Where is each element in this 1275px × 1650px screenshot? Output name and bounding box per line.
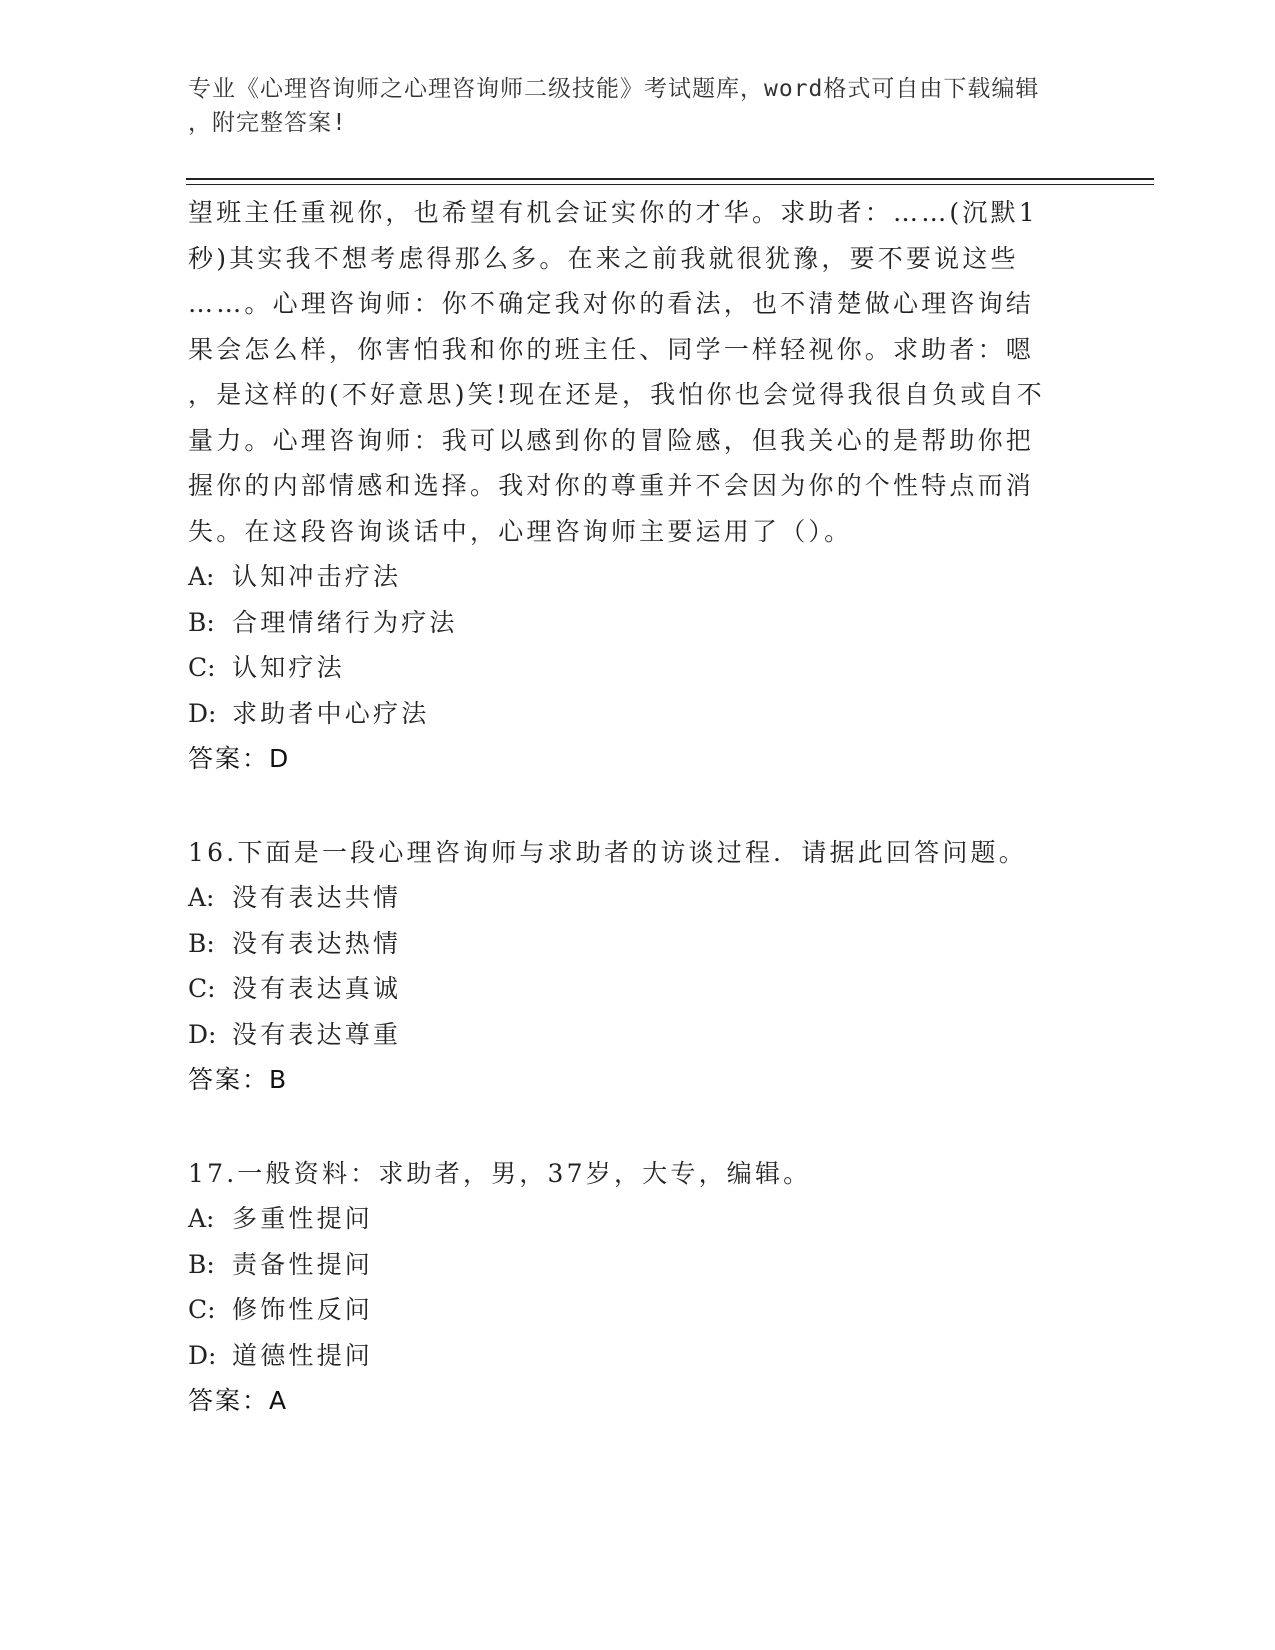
option-letter: B: xyxy=(188,928,215,958)
option-text: 多重性提问 xyxy=(232,1204,374,1233)
option-d xyxy=(188,1333,1088,1379)
question-text-line: ……。心理咨询师：你不确定我对你的看法，也不清楚做心理咨询结 xyxy=(188,289,1035,318)
option-a xyxy=(188,1196,1088,1242)
option-text: 合理情绪行为疗法 xyxy=(232,607,458,637)
option-text: 责备性提问 xyxy=(232,1249,374,1279)
option-letter: A: xyxy=(188,883,215,912)
header-line-1: 专业《心理咨询师之心理咨询师二级技能》考试题库，word格式可自由下载编辑 xyxy=(188,76,1040,102)
option-letter: D: xyxy=(188,1340,217,1370)
document-header xyxy=(188,72,1058,140)
answer-line: 答案：A xyxy=(188,1386,289,1415)
option-d xyxy=(188,691,1088,737)
question-block xyxy=(188,830,1088,1103)
option-text: 道德性提问 xyxy=(232,1340,374,1370)
question-text-line: 17.一般资料：求助者，男，37岁，大专，编辑。 xyxy=(188,1158,812,1188)
question-block xyxy=(188,190,1088,782)
option-letter: C: xyxy=(188,974,216,1003)
question-text-line: 失。在这段咨询谈话中，心理咨询师主要运用了（）。 xyxy=(188,516,853,546)
question-text-line: 握你的内部情感和选择。我对你的尊重并不会因为你的个性特点而消 xyxy=(188,471,1035,500)
option-letter: D: xyxy=(188,1019,217,1049)
header-divider-thick xyxy=(186,178,1154,180)
answer-line: 答案：B xyxy=(188,1065,289,1094)
spacer xyxy=(188,1103,1088,1151)
option-letter: A: xyxy=(188,562,215,591)
option-b xyxy=(188,921,1088,967)
option-letter: C: xyxy=(188,653,216,682)
option-text: 没有表达真诚 xyxy=(232,974,402,1003)
option-text: 求助者中心疗法 xyxy=(232,698,430,728)
option-letter: A: xyxy=(188,1204,215,1233)
option-c xyxy=(188,1287,1088,1333)
option-a xyxy=(188,554,1088,600)
option-letter: B: xyxy=(188,607,215,637)
option-letter: C: xyxy=(188,1295,216,1324)
spacer xyxy=(188,782,1088,830)
header-divider-thin xyxy=(186,184,1154,185)
option-c xyxy=(188,966,1088,1012)
option-text: 没有表达共情 xyxy=(232,883,402,912)
question-list xyxy=(188,190,1088,1424)
option-text: 认知冲击疗法 xyxy=(232,562,402,591)
question-text-line: 秒)其实我不想考虑得那么多。在来之前我就很犹豫，要不要说这些 xyxy=(188,243,1019,273)
option-d xyxy=(188,1012,1088,1058)
header-line-2: ，附完整答案! xyxy=(188,110,347,136)
question-text-line: 量力。心理咨询师：我可以感到你的冒险感，但我关心的是帮助你把 xyxy=(188,425,1035,455)
option-c xyxy=(188,645,1088,691)
option-text: 认知疗法 xyxy=(232,653,345,682)
option-a xyxy=(188,875,1088,921)
question-block xyxy=(188,1151,1088,1424)
option-b xyxy=(188,600,1088,646)
option-letter: D: xyxy=(188,698,217,728)
question-text-line: ，是这样的(不好意思)笑!现在还是，我怕你也会觉得我很自负或自不 xyxy=(188,380,1045,409)
question-text-line: 果会怎么样，你害怕我和你的班主任、同学一样轻视你。求助者：嗯 xyxy=(188,334,1035,364)
option-text: 没有表达热情 xyxy=(232,928,402,958)
question-text-line: 16.下面是一段心理咨询师与求助者的访谈过程．请据此回答问题。 xyxy=(188,837,1027,867)
option-text: 修饰性反问 xyxy=(232,1295,374,1324)
option-letter: B: xyxy=(188,1249,215,1279)
question-text-line: 望班主任重视你，也希望有机会证实你的才华。求助者：……(沉默1 xyxy=(188,198,1038,227)
answer-line: 答案：D xyxy=(188,744,291,773)
option-b xyxy=(188,1242,1088,1288)
option-text: 没有表达尊重 xyxy=(232,1019,402,1049)
